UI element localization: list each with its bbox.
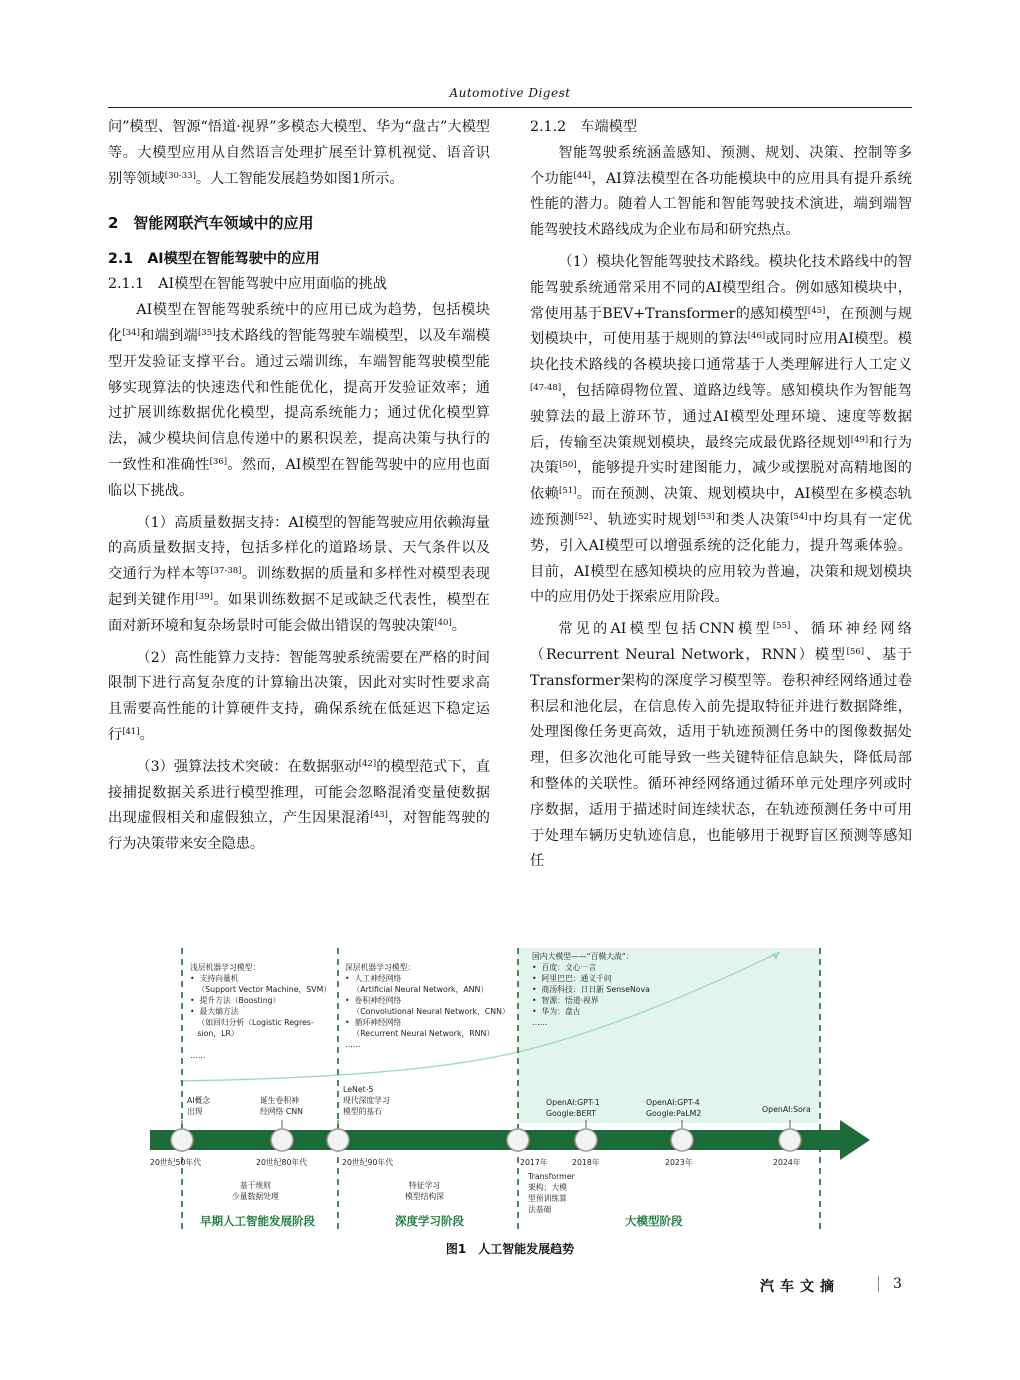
- date-1990s: 20世纪90年代: [342, 1158, 394, 1167]
- date-2024: 2024年: [773, 1158, 801, 1167]
- date-1980s: 20世纪80年代: [256, 1158, 308, 1167]
- timeline-node: [575, 1129, 597, 1151]
- compute-support-paragraph: （2）高性能算力支持：智能驾驶系统需要在严格的时间限制下进行高复杂度的计算输出决策，因此对实时性要求高且需要高性能的计算硬件支持，确保系统在低延迟下稳定运行[41]。: [108, 649, 490, 743]
- citation-marker: [36]: [209, 456, 228, 467]
- algorithm-paragraph: （3）强算法技术突破：在数据驱动[42]的模型范式下，直接捕捉数据关系进行模型推理，可能会忽略混淆变量使数据出现虚假相关和虚假独立，产生因果混淆[43]，对智能驾驶的行为决策带来安全隐患。: [108, 758, 490, 853]
- citation-marker: [49]: [850, 434, 869, 445]
- note-early: 基于规则 少量数据处理: [232, 1181, 279, 1201]
- note-transformer: Transformer 架构；大模 型预训练算 法基础: [528, 1172, 575, 1214]
- left-column: [108, 115, 490, 858]
- section-2-1-2-heading: 2.1.2 车端模型: [530, 119, 638, 135]
- shallow-models-box: 浅层机器学习模型： • 支持向量机 （Support Vector Machine，SVM） • 提升方法（Boosting） • 最大熵方法 （如回归分析（Logistic Regres- sion，LR） ……: [190, 963, 332, 1060]
- citation-marker: [45]: [807, 305, 826, 316]
- citation-marker: [30-33]: [164, 170, 196, 181]
- vehicle-model-paragraph: 智能驾驶系统涵盖感知、预测、规划、决策、控制等多个功能[44]，AI算法模型在各功能模块中的应用具有提升系统性能的潜力。随着人工智能和智能驾驶技术演进，端到端智能驾驶技术路线成为企业布局和研究热点。: [530, 144, 912, 239]
- running-header: Automotive Digest: [449, 86, 571, 100]
- timeline-bar: [150, 1130, 840, 1150]
- citation-marker: [39]: [195, 591, 213, 602]
- figure-caption: 图1 人工智能发展趋势: [445, 1242, 575, 1256]
- date-1950s: 20世纪50年代: [150, 1158, 202, 1167]
- event-cnn-birth: 诞生卷积神 经网络 CNN: [260, 1096, 303, 1116]
- section-2-1-heading: 2.1 AI模型在智能驾驶中的应用: [108, 251, 320, 268]
- ai-trend-figure: [150, 940, 870, 1240]
- citation-marker: [40]: [434, 617, 452, 628]
- citation-marker: [51]: [559, 486, 577, 497]
- event-sora: OpenAI:Sora: [762, 1105, 811, 1114]
- challenges-intro-paragraph: AI模型在智能驾驶系统中的应用已成为趋势，包括模块化[34]和端到端[35]技术路线的智能驾驶车端模型，以及车端模型开发验证支撑平台。通过云端训练，车端智能驾驶模型能够实现算法的快速迭代和性能优化，提高开发验证效率；通过扩展训练数据优化模型，提高系统能力；通过优化模型算法，减少模块间信息传递中的累积误差，提高决策与执行的一致性和准确性[36]。然而，AI模型在智能驾驶中的应用也面临以下挑战。: [108, 302, 490, 499]
- stage-large-label: 大模型阶段: [625, 1214, 683, 1228]
- citation-marker: [56]: [846, 646, 865, 657]
- citation-marker: [53]: [697, 511, 715, 522]
- section-2-heading: 2 智能网联汽车领域中的应用: [108, 214, 314, 233]
- event-gpt1-bert: OpenAI:GPT-1 Google:BERT: [546, 1098, 600, 1118]
- right-column: [530, 115, 912, 875]
- timeline-node: [327, 1129, 349, 1151]
- event-lenet: LeNet-5 现代深度学习 模型的基石: [343, 1085, 390, 1116]
- citation-marker: [52]: [574, 511, 593, 522]
- citation-marker: [41]: [122, 726, 140, 737]
- citation-marker: [54]: [790, 511, 808, 522]
- event-gpt4-palm2: OpenAI:GPT-4 Google:PaLM2: [646, 1098, 702, 1118]
- stage-deep-label: 深度学习阶段: [395, 1214, 464, 1228]
- date-2017: 2017年: [520, 1158, 548, 1167]
- citation-marker: [34]: [122, 327, 140, 338]
- timeline-node: [779, 1129, 801, 1151]
- section-2-1-1-heading: 2.1.1 AI模型在智能驾驶中应用面临的挑战: [108, 276, 387, 293]
- citation-marker: [37-38]: [210, 566, 242, 577]
- note-deep: 特征学习 模型结构深: [405, 1181, 444, 1201]
- event-ai-concept: AI概念 出现: [187, 1096, 211, 1116]
- domestic-llm-box: 国内大模型——“百模大战”： • 百度：文心一言 • 阿里巴巴：通义千问 • 商汤科技：日日新 SenseNova • 智源：悟道·视界 • 华为：盘古 ……: [532, 952, 650, 1027]
- date-2018: 2018年: [572, 1158, 600, 1167]
- timeline-node: [171, 1129, 193, 1151]
- header-rule: [108, 107, 912, 108]
- date-2023: 2023年: [665, 1158, 693, 1167]
- modular-route-paragraph: （1）模块化智能驾驶技术路线。模块化技术路线中的智能驾驶系统通常采用不同的AI模型组合。例如感知模块中，常使用基于BEV+Transformer的感知模型[45]，在预测与规划模块中，可使用基于规则的算法[46]或同时应用AI模型。模块化技术路线的各模块接口通常基于人类理解进行人工定义[47-48]，包括障碍物位置、道路边线等。感知模块作为智能驾驶算法的最上游环节，通过AI模型处理环境、速度等数据后，传输至决策规划模块，最终完成最优路径规划[49]和行为决策[50]，能够提升实时建图能力，减少或摆脱对高精地图的依赖[51]。而在预测、决策、规划模块中，AI模型在多模态轨迹预测[52]、轨迹实时规划[53]和类人决策[54]中均具有一定优势，引入AI模型可以增强系统的泛化能力，提升驾乘体验。目前，AI模型在感知模块的应用较为普遍，决策和规划模块中的应用仍处于探索应用阶段。: [530, 253, 912, 606]
- timeline-node: [671, 1129, 693, 1151]
- citation-marker: [47-48]: [530, 382, 562, 393]
- citation-marker: [55]: [772, 621, 791, 632]
- timeline-arrow: [840, 1120, 870, 1160]
- stage-early-label: 早期人工智能发展阶段: [200, 1214, 315, 1228]
- common-models-paragraph: 常见的AI模型包括CNN模型[55]、循环神经网络（Recurrent Neural Network，RNN）模型[56]、基于Transformer架构的深度学习模型等。卷积神经网络通过卷积层和池化层，在信息传入前先提取特征并进行数据降维，处理图像任务更高效，适用于轨迹预测任务中的图像数据处理，但多次池化可能导致一些关键特征信息缺失，降低局部和整体的关联性。循环神经网络通过循环单元处理序列或时序数据，适用于描述时间连续状态，在轨迹预测任务中可用于处理车辆历史轨迹信息，也能够用于视野盲区预测等感知任: [530, 621, 912, 870]
- deep-models-box: 深层机器学习模型： • 人工神经网络 （Artificial Neural Network，ANN） • 卷积神经网络 （Convolutional Neural Network，CNN） • 循环神经网络 （Recurrent Neural Network，RNN） ……: [345, 963, 510, 1049]
- citation-marker: [35]: [197, 327, 216, 338]
- citation-marker: [44]: [573, 170, 591, 181]
- citation-marker: [50]: [559, 460, 577, 471]
- footer-journal-name: 汽车文摘: [760, 1279, 840, 1295]
- page-number: 3: [893, 1276, 902, 1292]
- timeline-node: [271, 1129, 293, 1151]
- footer-separator: [878, 1276, 879, 1292]
- intro-paragraph: 问”模型、智源“悟道·视界”多模态大模型、华为“盘古”大模型等。大模型应用从自然语言处理扩展至计算机视觉、语音识别等领域[30-33]。人工智能发展趋势如图1所示。: [108, 119, 490, 187]
- citation-marker: [42]: [358, 758, 377, 769]
- data-support-paragraph: （1）高质量数据支持：AI模型的智能驾驶应用依赖海量的高质量数据支持，包括多样化的道路场景、天气条件以及交通行为样本等[37-38]。训练数据的质量和多样性对模型表现起到关键作用[39]。如果训练数据不足或缺乏代表性，模型在面对新环境和复杂场景时可能会做出错误的驾驶决策[40]。: [108, 514, 490, 634]
- timeline-node: [507, 1129, 529, 1151]
- citation-marker: [46]: [747, 331, 766, 342]
- citation-marker: [43]: [370, 810, 388, 821]
